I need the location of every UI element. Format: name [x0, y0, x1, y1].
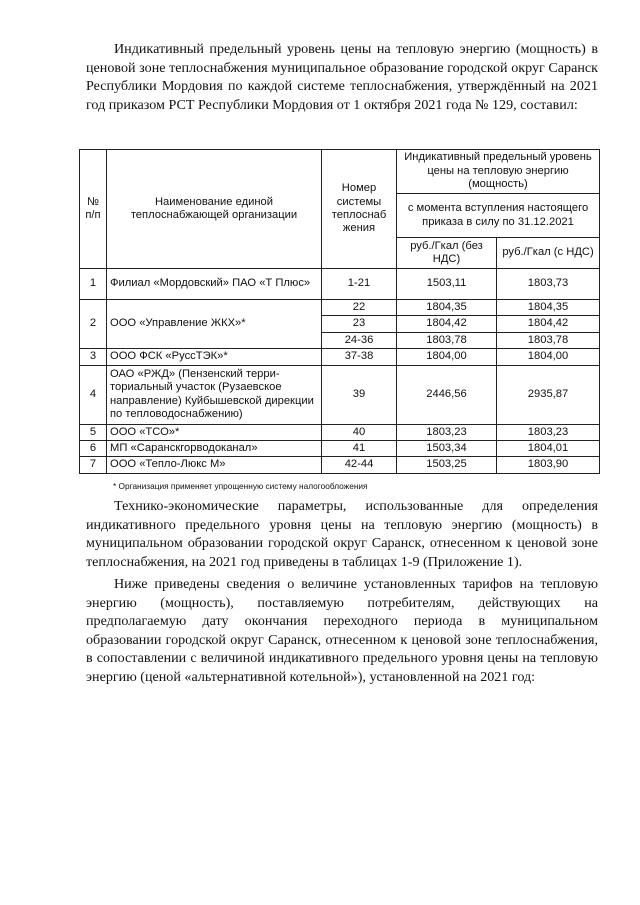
tariffs-paragraph: Ниже приведены сведения о величине установленных тарифов на тепловую энергию (мощность), поставляемую потребителям, действующих на предполагаемую дату окончания переходного периода в муниципальном образовании городской округ Саранск, отнесенном к ценовой зоне теплоснабжения, в сопоставлении с величиной индикативного предельного уровня цены на тепловую энергию (ценой «альтернативной котельной»), установленной на 2021 год:: [86, 576, 598, 685]
cell-price-no-vat: 1503,25: [397, 457, 497, 473]
cell-number: 5: [80, 424, 107, 440]
cell-price-no-vat: 2446,56: [397, 365, 497, 424]
cell-system: 37-38: [322, 349, 397, 365]
cell-price-no-vat: 1803,78: [397, 332, 497, 348]
table-row: [80, 424, 600, 440]
cell-system: 22: [322, 300, 397, 316]
header-system: Номер системы теплоснаб жения: [322, 150, 397, 269]
header-unit-no-vat: руб./Гкал (без НДС): [397, 238, 497, 269]
header-period: с момента вступления настоящего приказа в силу по 31.12.2021: [397, 194, 600, 238]
cell-organization: МП «Саранскгорводоканал»: [107, 441, 322, 457]
cell-price-no-vat: 1503,34: [397, 441, 497, 457]
cell-organization: ООО «Управление ЖКХ»*: [107, 300, 322, 349]
cell-price-vat: 1803,90: [497, 457, 600, 473]
cell-number: 7: [80, 457, 107, 473]
cell-organization: ОАО «РЖД» (Пензенский терри-ториальный участок (Рузаевское направление) Куйбышевской дирекции по тепловодоснабжению): [107, 365, 322, 424]
cell-price-vat: 2935,87: [497, 365, 600, 424]
cell-organization: ООО «Тепло-Люкс М»: [107, 457, 322, 473]
header-price-level: Индикативный предельный уровень цены на тепловую энергию (мощность): [397, 150, 600, 194]
cell-system: 42-44: [322, 457, 397, 473]
cell-number: 1: [80, 269, 107, 300]
table-header-row: [80, 150, 600, 194]
cell-system: 40: [322, 424, 397, 440]
cell-system: 41: [322, 441, 397, 457]
cell-organization: Филиал «Мордовский» ПАО «Т Плюс»: [107, 269, 322, 300]
cell-price-no-vat: 1503,11: [397, 269, 497, 300]
table-row: [80, 349, 600, 365]
table-row: [80, 300, 600, 316]
cell-number: 4: [80, 365, 107, 424]
cell-system: 39: [322, 365, 397, 424]
cell-price-no-vat: 1804,35: [397, 300, 497, 316]
parameters-paragraph: Технико-экономические параметры, использованные для определения индикативного предельного уровня цены на тепловую энергию (мощность) в муниципальном образовании городской округ Саранск, отнесенном к ценовой зоне теплоснабжения, на 2021 год приведены в таблицах 1-9 (Приложение 1).: [86, 498, 598, 570]
cell-price-vat: 1803,78: [497, 332, 600, 348]
cell-price-no-vat: 1804,00: [397, 349, 497, 365]
price-table: [79, 149, 600, 474]
cell-price-vat: 1804,35: [497, 300, 600, 316]
cell-price-no-vat: 1803,23: [397, 424, 497, 440]
table-row: [80, 269, 600, 300]
cell-price-vat: 1804,01: [497, 441, 600, 457]
cell-system: 24-36: [322, 332, 397, 348]
cell-number: 3: [80, 349, 107, 365]
cell-system: 1-21: [322, 269, 397, 300]
header-unit-vat: руб./Гкал (с НДС): [497, 238, 600, 269]
cell-price-vat: 1803,23: [497, 424, 600, 440]
table-row: [80, 365, 600, 424]
cell-organization: ООО «ТСО»*: [107, 424, 322, 440]
cell-price-vat: 1803,73: [497, 269, 600, 300]
table-footnote: * Организация применяет упрощенную систему налогообложения: [113, 481, 368, 491]
cell-organization: ООО ФСК «РуссТЭК»*: [107, 349, 322, 365]
cell-system: 23: [322, 316, 397, 332]
cell-number: 2: [80, 300, 107, 349]
table-row: [80, 457, 600, 473]
intro-paragraph: Индикативный предельный уровень цены на тепловую энергию (мощность) в ценовой зоне теплоснабжения муниципальное образование городской округ Саранск Республики Мордовия по каждой системе теплоснабжения, утверждённый на 2021 год приказом РСТ Республики Мордовия от 1 октября 2021 года № 129, составил:: [86, 41, 598, 113]
table-row: [80, 441, 600, 457]
header-number: № п/п: [80, 150, 107, 269]
cell-number: 6: [80, 441, 107, 457]
header-organization: Наименование единой теплоснабжающей организации: [107, 150, 322, 269]
cell-price-no-vat: 1804,42: [397, 316, 497, 332]
cell-price-vat: 1804,00: [497, 349, 600, 365]
cell-price-vat: 1804,42: [497, 316, 600, 332]
